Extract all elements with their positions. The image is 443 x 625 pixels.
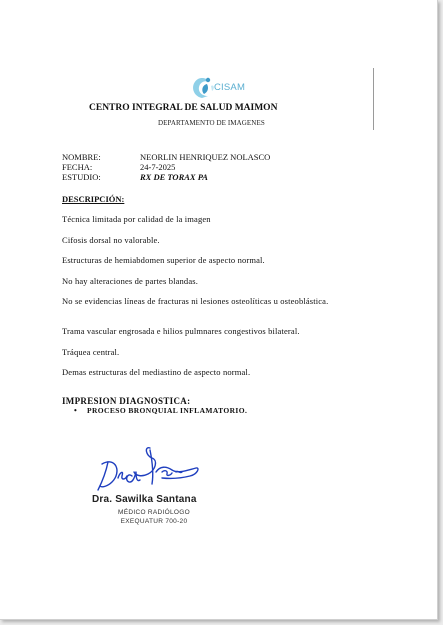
finding-paragraph: Estructuras de hemiabdomen superior de aspecto normal.	[62, 255, 265, 265]
study-label: ESTUDIO:	[62, 172, 101, 182]
doctor-name: Dra. Sawilka Santana	[92, 494, 197, 505]
finding-paragraph: Cifosis dorsal no valorable.	[62, 235, 160, 245]
impression-title: IMPRESION DIAGNOSTICA:	[62, 396, 191, 406]
date-label: FECHA:	[62, 162, 93, 172]
description-title: DESCRIPCIÓN:	[62, 194, 125, 204]
impression-list	[74, 406, 247, 416]
handwritten-signature	[92, 442, 202, 496]
impression-item-text: PROCESO BRONQUIAL INFLAMATORIO.	[87, 406, 248, 415]
logo-text: CISAM	[214, 82, 246, 93]
name-value: NEORLIN HENRIQUEZ NOLASCO	[140, 152, 271, 162]
finding-paragraph: Técnica limitada por calidad de la imagen	[62, 214, 211, 224]
doctor-title: MÉDICO RADIÓLOGO	[118, 509, 190, 516]
bullet-icon: •	[74, 406, 78, 415]
name-label: NOMBRE:	[62, 152, 101, 162]
finding-paragraph: Demas estructuras del mediastino de aspecto normal.	[62, 367, 251, 377]
doctor-registration: EXEQUATUR 700-20	[120, 518, 188, 525]
center-name: CENTRO INTEGRAL DE SALUD MAIMON	[89, 103, 278, 113]
header-divider	[373, 68, 374, 130]
finding-paragraph: No hay alteraciones de partes blandas.	[62, 276, 198, 286]
department-name: DEPARTAMENTO DE IMAGENES	[158, 119, 265, 127]
date-value: 24-7-2025	[140, 162, 176, 172]
finding-paragraph: No se evidencias líneas de fracturas ni lesiones osteolíticas u osteoblástica.	[62, 296, 329, 306]
study-value: RX DE TORAX PA	[140, 172, 208, 182]
impression-item	[74, 406, 247, 416]
finding-paragraph: Tráquea central.	[62, 347, 120, 357]
finding-paragraph: Trama vascular engrosada e hilios pulmnares congestivos bilateral.	[62, 326, 300, 336]
